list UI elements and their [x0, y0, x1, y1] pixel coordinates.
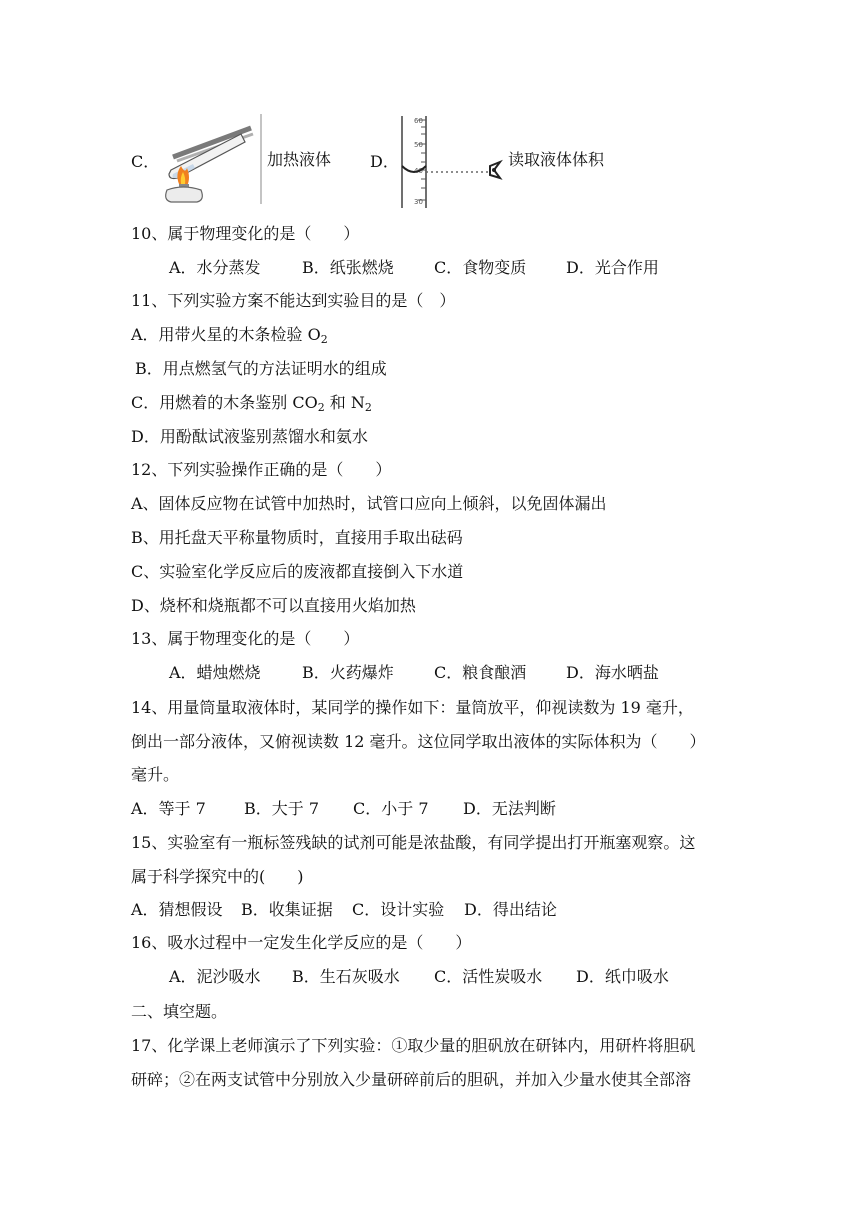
- q11-stem: 11、下列实验方案不能达到实验目的是（ ）: [131, 291, 456, 310]
- q11-option-d: D．用酚酞试液鉴别蒸馏水和氨水: [131, 427, 368, 446]
- reading-cylinder-figure: [398, 112, 506, 210]
- q15-option-b: B．收集证据: [241, 900, 333, 919]
- q10-option-d: D．光合作用: [566, 258, 659, 277]
- option-c-letter: C．: [131, 152, 160, 171]
- q16-option-a: A．泥沙吸水: [169, 967, 261, 986]
- q14-line-2: 倒出一部分液体，又俯视读数 12 毫升。这位同学取出液体的实际体积为（ ）: [131, 732, 706, 751]
- q11-option-b: B．用点燃氢气的方法证明水的组成: [135, 359, 387, 378]
- tick-50: 50: [414, 141, 423, 149]
- q15-line-2: 属于科学探究中的( ): [131, 867, 304, 886]
- q15-option-d: D．得出结论: [464, 900, 557, 919]
- q10-stem: 10、属于物理变化的是（ ）: [131, 224, 360, 243]
- q14-option-c: C．小于 7: [353, 799, 429, 818]
- q15-line-1: 15、实验室有一瓶标签残缺的试剂可能是浓盐酸，有同学提出打开瓶塞观察。这: [131, 833, 696, 852]
- option-d-caption: 读取液体体积: [508, 150, 605, 169]
- q11-option-c: C．用燃着的木条鉴别 $CO_2$ 和 $N_2$: [131, 393, 372, 414]
- q12-stem: 12、下列实验操作正确的是（ ）: [131, 460, 392, 479]
- q13-option-d: D．海水晒盐: [566, 663, 659, 682]
- q12-option-d: D、烧杯和烧瓶都不可以直接用火焰加热: [131, 596, 416, 615]
- q13-stem: 13、属于物理变化的是（ ）: [131, 629, 360, 648]
- q16-option-b: B．生石灰吸水: [292, 967, 400, 986]
- heating-liquid-figure: [153, 112, 265, 204]
- q17-line-2: 研碎；②在两支试管中分别放入少量研碎前后的胆矾，并加入少量水使其全部溶: [131, 1070, 692, 1089]
- q14-option-a: A．等于 7: [131, 799, 206, 818]
- q10-option-c: C．食物变质: [434, 258, 527, 277]
- q15-option-c: C．设计实验: [352, 900, 445, 919]
- q14-option-d: D．无法判断: [463, 799, 556, 818]
- eye-icon: [490, 162, 500, 178]
- q11-option-a: A．用带火星的木条检验 $O_2$: [131, 325, 328, 346]
- tick-60: 60: [414, 117, 423, 125]
- q16-stem: 16、吸水过程中一定发生化学反应的是（ ）: [131, 933, 472, 952]
- tick-30: 30: [414, 198, 423, 206]
- q13-option-b: B．火药爆炸: [302, 663, 394, 682]
- q16-option-d: D．纸巾吸水: [576, 967, 669, 986]
- q13-option-a: A．蜡烛燃烧: [169, 663, 261, 682]
- option-c-caption: 加热液体: [267, 150, 332, 169]
- q12-option-b: B、用托盘天平称量物质时，直接用手取出砝码: [131, 528, 463, 547]
- q10-option-a: A．水分蒸发: [169, 258, 261, 277]
- q10-option-b: B．纸张燃烧: [302, 258, 394, 277]
- option-d-letter: D．: [370, 152, 399, 171]
- q12-option-c: C、实验室化学反应后的废液都直接倒入下水道: [131, 562, 464, 581]
- q13-option-c: C．粮食酿酒: [434, 663, 527, 682]
- q15-option-a: A．猜想假设: [131, 900, 223, 919]
- q14-line-1: 14、用量筒量取液体时，某同学的操作如下：量筒放平，仰视读数为 19 毫升，: [131, 698, 694, 717]
- tick-40: 40: [414, 167, 423, 175]
- q14-line-3: 毫升。: [131, 765, 180, 784]
- alcohol-lamp-icon: [166, 184, 203, 202]
- q16-option-c: C．活性炭吸水: [434, 967, 543, 986]
- q17-line-1: 17、化学课上老师演示了下列实验：①取少量的胆矾放在研钵内，用研杵将胆矾: [131, 1036, 696, 1055]
- q12-option-a: A、固体反应物在试管中加热时，试管口应向上倾斜，以免固体漏出: [131, 494, 607, 513]
- section-2-title: 二、填空题。: [131, 1002, 228, 1021]
- q14-option-b: B．大于 7: [244, 799, 320, 818]
